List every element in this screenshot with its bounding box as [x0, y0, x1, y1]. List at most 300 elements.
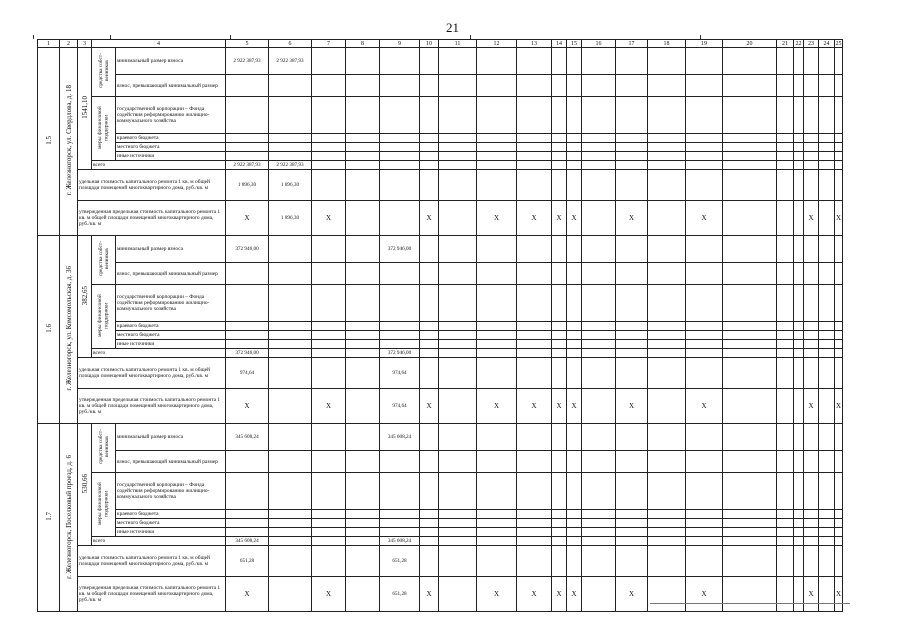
empty-cell: [380, 473, 420, 510]
empty-cell: [819, 389, 835, 424]
empty-cell: [582, 97, 616, 134]
empty-cell: [477, 236, 517, 263]
empty-cell: [804, 519, 819, 528]
empty-cell: [582, 424, 616, 451]
empty-cell: [582, 546, 616, 577]
value-c9: 974,64: [380, 358, 420, 389]
empty-cell: [439, 389, 477, 424]
group-own-funds: средства собст-венников: [92, 236, 116, 285]
empty-cell: [616, 48, 648, 75]
empty-cell: [346, 75, 380, 97]
empty-cell: [723, 201, 777, 236]
label-over-min: взнос, превышающий минимальный размер: [116, 75, 226, 97]
empty-cell: [819, 285, 835, 322]
empty-cell: [517, 451, 552, 473]
x-mark: X: [835, 201, 843, 236]
empty-cell: [380, 322, 420, 331]
table-row: [38, 134, 843, 143]
empty-cell: [794, 424, 804, 451]
empty-cell: [567, 349, 582, 358]
empty-cell: [686, 170, 723, 201]
empty-cell: [723, 451, 777, 473]
empty-cell: [582, 331, 616, 340]
empty-cell: [777, 510, 794, 519]
empty-cell: [552, 451, 567, 473]
label-total: всего: [92, 349, 226, 358]
value-c6: [269, 546, 312, 577]
label-other: иные источники: [116, 528, 226, 537]
table-row: [38, 528, 843, 537]
empty-cell: [226, 519, 269, 528]
x-mark: X: [567, 201, 582, 236]
empty-cell: [835, 546, 843, 577]
empty-cell: [777, 170, 794, 201]
empty-cell: [380, 451, 420, 473]
empty-cell: [616, 161, 648, 170]
empty-cell: [346, 322, 380, 331]
empty-cell: [648, 75, 686, 97]
x-mark: X: [477, 201, 517, 236]
empty-cell: [567, 161, 582, 170]
empty-cell: [804, 263, 819, 285]
empty-cell: [346, 285, 380, 322]
col-header-12: 12: [477, 40, 517, 48]
empty-cell: [312, 331, 346, 340]
empty-cell: [517, 424, 552, 451]
empty-cell: [517, 143, 552, 152]
empty-cell: [777, 161, 794, 170]
empty-cell: [582, 519, 616, 528]
empty-cell: [616, 134, 648, 143]
value-c5: 345 608,24: [226, 537, 269, 546]
empty-cell: [477, 358, 517, 389]
col-header-4: 4: [92, 40, 226, 48]
value-c9: [380, 48, 420, 75]
empty-cell: [517, 537, 552, 546]
table-row: [38, 331, 843, 340]
x-mark: X: [312, 201, 346, 236]
empty-cell: [226, 451, 269, 473]
empty-cell: [346, 510, 380, 519]
x-mark: X: [420, 201, 439, 236]
empty-cell: [804, 322, 819, 331]
empty-cell: [552, 48, 567, 75]
label-local: местного бюджета: [116, 331, 226, 340]
empty-cell: [835, 424, 843, 451]
empty-cell: [517, 97, 552, 134]
empty-cell: [567, 134, 582, 143]
empty-cell: [552, 349, 567, 358]
empty-cell: [582, 510, 616, 519]
label-unit-cost: удельная стоимость капитального ремонта 1 кв. м общей площади помещений многоквартирного дома, руб./кв. м: [78, 546, 226, 577]
empty-cell: [552, 528, 567, 537]
label-min-fee: минимальный размер взноса: [116, 48, 226, 75]
empty-cell: [648, 134, 686, 143]
empty-cell: [686, 528, 723, 537]
empty-cell: [380, 519, 420, 528]
empty-cell: [835, 331, 843, 340]
empty-cell: [582, 143, 616, 152]
empty-cell: [723, 358, 777, 389]
empty-cell: [517, 528, 552, 537]
x-mark: X: [226, 389, 269, 424]
empty-cell: [616, 528, 648, 537]
empty-cell: [552, 285, 567, 322]
empty-cell: [346, 537, 380, 546]
empty-cell: [420, 75, 439, 97]
table-row: [38, 510, 843, 519]
empty-cell: [777, 349, 794, 358]
empty-cell: [616, 349, 648, 358]
empty-cell: [616, 263, 648, 285]
empty-cell: [648, 170, 686, 201]
empty-cell: [552, 143, 567, 152]
empty-cell: [819, 322, 835, 331]
label-other: иные источники: [116, 340, 226, 349]
empty-cell: [477, 331, 517, 340]
empty-cell: [312, 170, 346, 201]
value-c6: 2 922 387,93: [269, 48, 312, 75]
empty-cell: [380, 75, 420, 97]
empty-cell: [777, 537, 794, 546]
empty-cell: [439, 97, 477, 134]
empty-cell: [777, 546, 794, 577]
empty-cell: [439, 537, 477, 546]
empty-cell: [686, 322, 723, 331]
x-mark: X: [567, 577, 582, 612]
x-mark: X: [420, 577, 439, 612]
empty-cell: [477, 143, 517, 152]
empty-cell: [777, 424, 794, 451]
empty-cell: [777, 75, 794, 97]
empty-cell: [439, 424, 477, 451]
empty-cell: [420, 358, 439, 389]
empty-cell: [723, 161, 777, 170]
empty-cell: [380, 331, 420, 340]
empty-cell: [686, 349, 723, 358]
empty-cell: [804, 349, 819, 358]
empty-cell: [312, 97, 346, 134]
empty-cell: [794, 143, 804, 152]
empty-cell: [439, 134, 477, 143]
empty-cell: [312, 473, 346, 510]
empty-cell: [648, 451, 686, 473]
empty-cell: [723, 537, 777, 546]
empty-cell: [420, 537, 439, 546]
empty-cell: [477, 48, 517, 75]
empty-cell: [648, 473, 686, 510]
empty-cell: [819, 143, 835, 152]
table-row: [38, 201, 843, 236]
empty-cell: [420, 263, 439, 285]
empty-cell: [477, 528, 517, 537]
label-limit-cost: утвержденная предельная стоимость капитального ремонта 1 кв. м общей площади помещений многоквартирного дома, руб./кв. м: [78, 577, 226, 612]
empty-cell: [312, 263, 346, 285]
empty-cell: [616, 473, 648, 510]
table-row: [38, 546, 843, 577]
empty-cell: [477, 546, 517, 577]
empty-cell: [686, 537, 723, 546]
empty-cell: [819, 510, 835, 519]
empty-cell: [723, 331, 777, 340]
empty-cell: [517, 285, 552, 322]
empty-cell: [269, 75, 312, 97]
empty-cell: [420, 528, 439, 537]
x-mark: X: [616, 201, 648, 236]
empty-cell: [439, 331, 477, 340]
empty-cell: [517, 161, 552, 170]
empty-cell: [477, 424, 517, 451]
empty-cell: [723, 75, 777, 97]
x-mark: X: [835, 577, 843, 612]
empty-cell: [269, 97, 312, 134]
col-header-16: 16: [582, 40, 616, 48]
empty-cell: [777, 519, 794, 528]
empty-cell: [567, 451, 582, 473]
empty-cell: [582, 451, 616, 473]
empty-cell: [804, 75, 819, 97]
label-corp: государственной корпорации – Фонда содействия реформированию жилищно-коммунального хозяйства: [116, 97, 226, 134]
col-header-10: 10: [420, 40, 439, 48]
col-header-5: 5: [226, 40, 269, 48]
empty-cell: [312, 143, 346, 152]
empty-cell: [346, 263, 380, 285]
empty-cell: [269, 331, 312, 340]
empty-cell: [517, 358, 552, 389]
empty-cell: [723, 236, 777, 263]
house-area: 1541,10: [78, 48, 92, 170]
empty-cell: [380, 143, 420, 152]
empty-cell: [517, 48, 552, 75]
x-mark: X: [477, 577, 517, 612]
empty-cell: [346, 451, 380, 473]
table-row: [38, 236, 843, 263]
value-c6: 2 922 387,93: [269, 161, 312, 170]
empty-cell: [439, 201, 477, 236]
value-c6: [269, 389, 312, 424]
empty-cell: [794, 577, 804, 612]
value-c5: 372 946,00: [226, 236, 269, 263]
empty-cell: [804, 236, 819, 263]
empty-cell: [567, 170, 582, 201]
page-number: 21: [446, 20, 459, 35]
empty-cell: [794, 451, 804, 473]
empty-cell: [648, 236, 686, 263]
empty-cell: [794, 331, 804, 340]
empty-cell: [380, 285, 420, 322]
group-own-funds: средства собст-венников: [92, 48, 116, 97]
bottom-rule: [650, 603, 850, 604]
empty-cell: [804, 358, 819, 389]
empty-cell: [819, 152, 835, 161]
empty-cell: [346, 331, 380, 340]
empty-cell: [648, 152, 686, 161]
x-mark: X: [517, 389, 552, 424]
col-header-13: 13: [517, 40, 552, 48]
empty-cell: [723, 48, 777, 75]
empty-cell: [777, 263, 794, 285]
label-regional: краевого бюджета: [116, 322, 226, 331]
empty-cell: [346, 201, 380, 236]
empty-cell: [723, 97, 777, 134]
col-header-25: 25: [835, 40, 842, 47]
empty-cell: [723, 389, 777, 424]
empty-cell: [616, 143, 648, 152]
table-row: [38, 143, 843, 152]
empty-cell: [723, 577, 777, 612]
empty-cell: [582, 263, 616, 285]
empty-cell: [312, 519, 346, 528]
empty-cell: [648, 48, 686, 75]
house-area: 382,65: [78, 236, 92, 358]
empty-cell: [439, 161, 477, 170]
empty-cell: [420, 349, 439, 358]
value-c9: 372 946,00: [380, 236, 420, 263]
table-row: [38, 473, 843, 510]
header-tick: [33, 35, 34, 39]
empty-cell: [794, 285, 804, 322]
empty-cell: [804, 170, 819, 201]
empty-cell: [567, 331, 582, 340]
empty-cell: [477, 510, 517, 519]
empty-cell: [819, 537, 835, 546]
empty-cell: [269, 322, 312, 331]
empty-cell: [477, 451, 517, 473]
empty-cell: [346, 143, 380, 152]
empty-cell: [835, 134, 843, 143]
empty-cell: [835, 528, 843, 537]
empty-cell: [794, 161, 804, 170]
house-address: г. Железногорск, ул. Свердлова, д. 18: [60, 48, 78, 236]
empty-cell: [346, 152, 380, 161]
x-mark: X: [567, 389, 582, 424]
value-c6: [269, 358, 312, 389]
value-c9: 345 608,24: [380, 537, 420, 546]
empty-cell: [346, 519, 380, 528]
empty-cell: [439, 349, 477, 358]
empty-cell: [346, 349, 380, 358]
col-header-19: 19: [686, 40, 723, 48]
empty-cell: [439, 322, 477, 331]
empty-cell: [477, 322, 517, 331]
x-mark: X: [804, 201, 819, 236]
empty-cell: [477, 473, 517, 510]
empty-cell: [616, 510, 648, 519]
empty-cell: [616, 424, 648, 451]
empty-cell: [420, 510, 439, 519]
empty-cell: [346, 48, 380, 75]
col-header-9: 9: [380, 40, 420, 48]
empty-cell: [804, 143, 819, 152]
empty-cell: [835, 537, 843, 546]
empty-cell: [777, 389, 794, 424]
empty-cell: [648, 358, 686, 389]
value-c9: [380, 201, 420, 236]
empty-cell: [226, 510, 269, 519]
empty-cell: [552, 152, 567, 161]
col-header-8: 8: [346, 40, 380, 48]
empty-cell: [582, 170, 616, 201]
table-row: [38, 389, 843, 424]
empty-cell: [226, 340, 269, 349]
label-over-min: взнос, превышающий минимальный размер: [116, 263, 226, 285]
empty-cell: [582, 48, 616, 75]
empty-cell: [420, 236, 439, 263]
empty-cell: [312, 546, 346, 577]
empty-cell: [439, 75, 477, 97]
label-unit-cost: удельная стоимость капитального ремонта 1 кв. м общей площади помещений многоквартирного дома, руб./кв. м: [78, 358, 226, 389]
label-total: всего: [92, 161, 226, 170]
empty-cell: [567, 537, 582, 546]
empty-cell: [312, 349, 346, 358]
repair-program-table: [37, 39, 843, 612]
col-header-3: 3: [78, 40, 92, 48]
empty-cell: [616, 340, 648, 349]
empty-cell: [835, 236, 843, 263]
empty-cell: [794, 519, 804, 528]
empty-cell: [567, 510, 582, 519]
empty-cell: [819, 340, 835, 349]
empty-cell: [552, 537, 567, 546]
empty-cell: [819, 170, 835, 201]
label-corp: государственной корпорации – Фонда содействия реформированию жилищно-коммунального хозяйства: [116, 285, 226, 322]
empty-cell: [616, 451, 648, 473]
empty-cell: [777, 358, 794, 389]
empty-cell: [819, 236, 835, 263]
empty-cell: [567, 424, 582, 451]
empty-cell: [517, 322, 552, 331]
label-unit-cost: удельная стоимость капитального ремонта 1 кв. м общей площади помещений многоквартирного дома, руб./кв. м: [78, 170, 226, 201]
empty-cell: [686, 152, 723, 161]
empty-cell: [686, 285, 723, 322]
empty-cell: [420, 170, 439, 201]
group-support: меры финансовой поддержки: [92, 285, 116, 349]
label-total: всего: [92, 537, 226, 546]
empty-cell: [616, 170, 648, 201]
empty-cell: [269, 340, 312, 349]
empty-cell: [582, 537, 616, 546]
empty-cell: [380, 263, 420, 285]
empty-cell: [582, 528, 616, 537]
empty-cell: [269, 451, 312, 473]
empty-cell: [226, 285, 269, 322]
x-mark: X: [312, 577, 346, 612]
section-number: 1.5: [38, 48, 60, 236]
empty-cell: [819, 451, 835, 473]
empty-cell: [794, 358, 804, 389]
empty-cell: [312, 48, 346, 75]
empty-cell: [582, 201, 616, 236]
empty-cell: [686, 134, 723, 143]
x-mark: X: [616, 389, 648, 424]
empty-cell: [686, 143, 723, 152]
col-header-24: 24: [819, 40, 835, 48]
empty-cell: [552, 161, 567, 170]
empty-cell: [439, 528, 477, 537]
empty-cell: [794, 537, 804, 546]
empty-cell: [804, 510, 819, 519]
value-c6: 1 896,30: [269, 201, 312, 236]
empty-cell: [517, 152, 552, 161]
empty-cell: [835, 358, 843, 389]
label-over-min: взнос, превышающий минимальный размер: [116, 451, 226, 473]
value-c9: 651,28: [380, 577, 420, 612]
empty-cell: [794, 97, 804, 134]
empty-cell: [346, 424, 380, 451]
label-local: местного бюджета: [116, 519, 226, 528]
label-local: местного бюджета: [116, 143, 226, 152]
empty-cell: [582, 285, 616, 322]
